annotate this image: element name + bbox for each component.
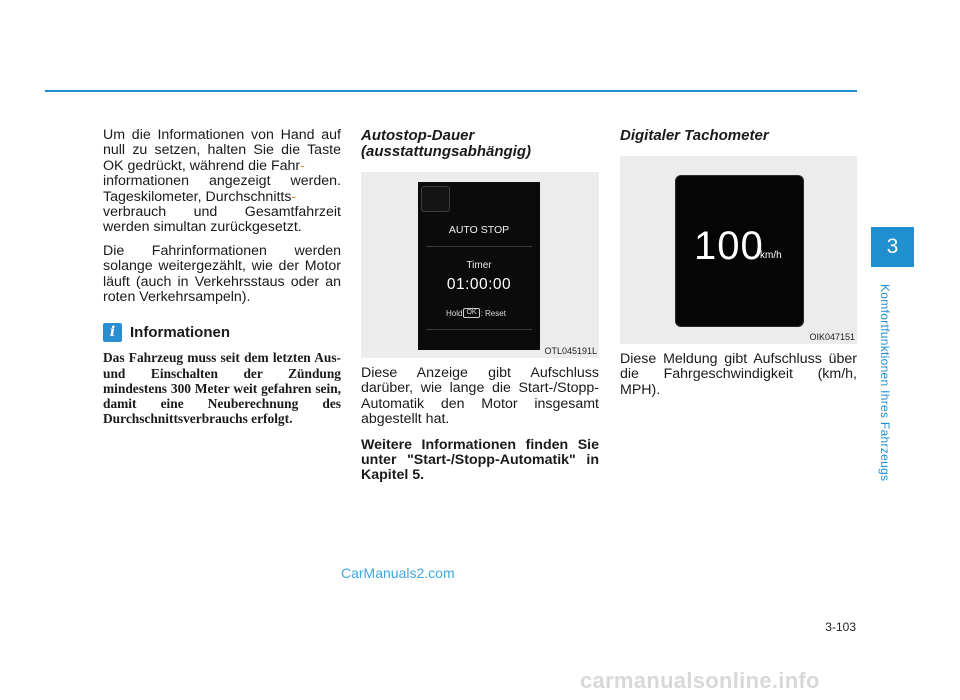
column-left: [103, 128, 341, 426]
display-divider-bottom: [426, 329, 532, 330]
header-rule: [45, 90, 857, 92]
info-text: Das Fahrzeug muss seit dem letzten Aus- und Einschalten der Zündung mindestens 300 Meter weit gefahren sein, damit eine Neuberechnung des Durchschnittsverbrauchs erfolgt.: [103, 350, 341, 427]
ok-key-icon: OK: [463, 308, 479, 318]
display-divider: [426, 246, 532, 247]
info-title: Informationen: [130, 324, 230, 342]
hold-label: Hold: [446, 308, 463, 318]
speedometer-display: [675, 175, 804, 327]
autostop-title: Autostop-Dauer (ausstattungsabhängig): [361, 127, 532, 160]
reset-paragraph: Um die Informationen von Hand auf null zu setzen, halten Sie die Taste OK gedrückt, während die Fahr- informationen angezeigt werden. Tageskilometer, Durchschnitts- verbrauch und Gesamtfahrzeit werden simultan zurückgesetzt.: [103, 127, 341, 236]
info-icon: i: [103, 323, 122, 342]
hold-reset-hint: [446, 308, 506, 318]
page-number: 3-103: [825, 620, 856, 634]
speedometer-title: Digitaler Tachometer: [620, 127, 769, 144]
chapter-tab: 3: [871, 227, 914, 267]
chapter-title: Komfortfunktionen Ihres Fahrzeugs: [878, 284, 892, 482]
timer-label: Timer: [466, 260, 492, 271]
column-right: [620, 128, 857, 406]
reset-label: : Reset: [480, 308, 506, 318]
figure-code: OIK047151: [809, 332, 855, 342]
autostop-description: Diese Anzeige gibt Aufschluss darüber, wie lange die Start-/Stopp-Automatik den Motor insgesamt abgestellt hat.: [361, 365, 599, 428]
autostop-screen-title: AUTO STOP: [448, 224, 510, 236]
counting-paragraph: Die Fahrinformationen werden solange weitergezählt, wie der Motor läuft (auch in Verkehrsstaus oder an roten Verkehrsampeln).: [103, 242, 341, 306]
autostop-figure: [361, 172, 599, 358]
autostop-display: [418, 182, 540, 350]
speedometer-description: Diese Meldung gibt Aufschluss über die Fahrgeschwindigkeit (km/h, MPH).: [620, 351, 857, 398]
timer-value: 01:00:00: [446, 276, 512, 293]
info-heading: [103, 323, 341, 342]
display-corner-frame: [421, 186, 450, 212]
watermark-link[interactable]: CarManuals2.com: [341, 565, 455, 581]
figure-code: OTL045191L: [544, 346, 597, 356]
speedometer-figure: [620, 156, 857, 344]
autostop-reference: Weitere Informationen finden Sie unter "Start-/Stopp-Automatik" in Kapitel 5.: [361, 436, 599, 484]
speed-unit: km/h: [760, 250, 782, 261]
speed-value: 100: [694, 224, 764, 268]
column-middle: [361, 128, 599, 492]
watermark-text: carmanualsonline.info: [580, 668, 820, 693]
